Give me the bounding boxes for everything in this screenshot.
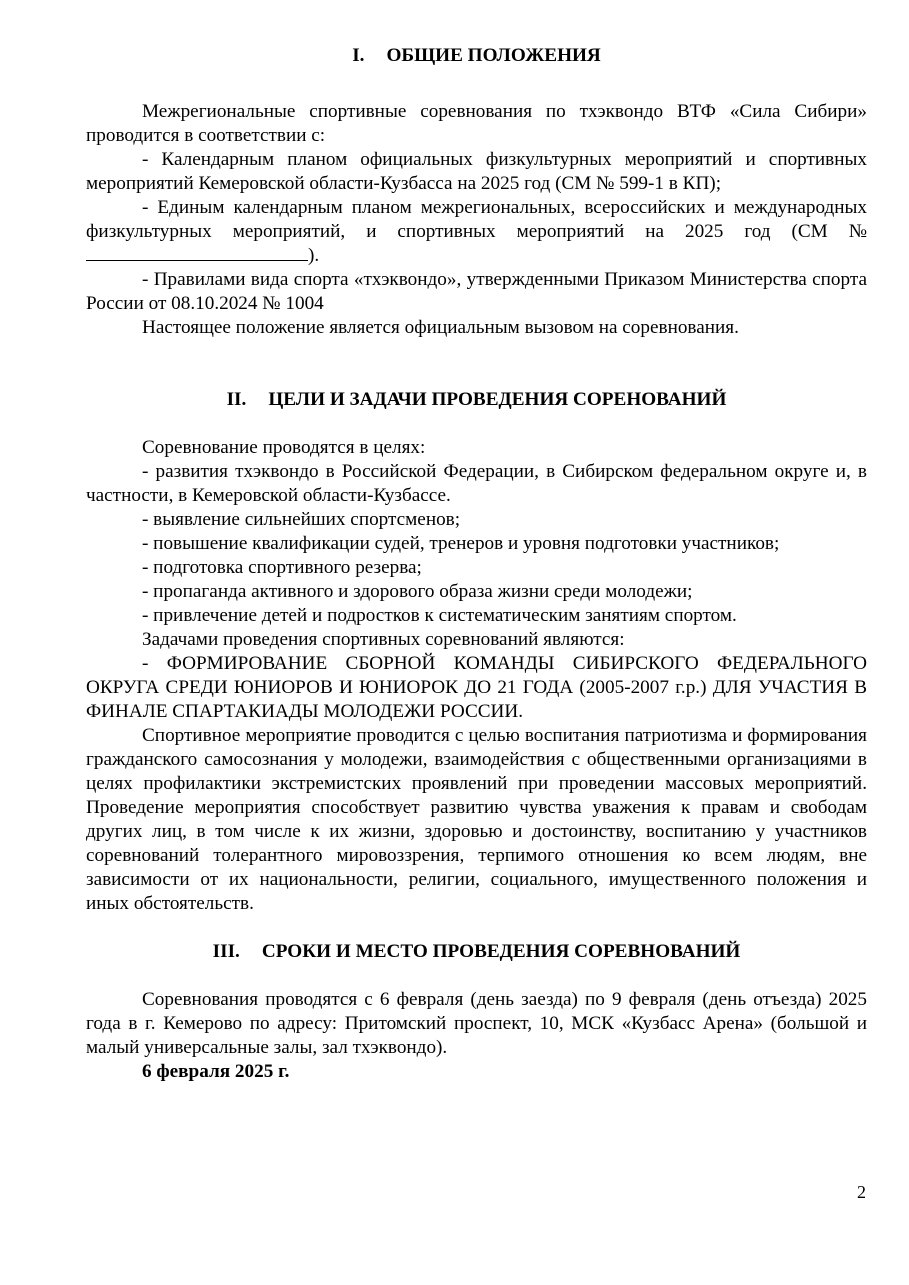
s2-goal-development: - развития тхэквондо в Российской Федерации, в Сибирском федеральном округе и, в частности, в Кемеровской области-Кузбассе. (86, 461, 867, 506)
s1-item-rules: - Правилами вида спорта «тхэквондо», утвержденными Приказом Министерства спорта России от 08.10.2024 № 1004 (86, 269, 867, 314)
s3-day-heading: 6 февраля 2025 г. (142, 1061, 290, 1082)
section-3-title: СРОКИ И МЕСТО ПРОВЕДЕНИЯ СОРЕВНОВАНИЙ (261, 941, 741, 962)
s2-task-team-formation: - ФОРМИРОВАНИЕ СБОРНОЙ КОМАНДЫ СИБИРСКОГО ФЕДЕРАЛЬНОГО ОКРУГА СРЕДИ ЮНИОРОВ И ЮНИОРОК ДО 21 ГОДА (2005-2007 г.р.) ДЛЯ УЧАСТИЯ В ФИНАЛЕ СПАРТАКИАДЫ МОЛОДЕЖИ РОССИИ. (86, 653, 867, 722)
s2-goal-strongest: - выявление сильнейших спортсменов; (142, 509, 461, 530)
s2-goal-reserve: - подготовка спортивного резерва; (142, 557, 422, 578)
s1-official-call: Настоящее положение является официальным вызовом на соревнования. (142, 317, 739, 338)
section-2-heading (86, 388, 867, 412)
page-number: 2 (857, 1182, 866, 1202)
section-1-title: ОБЩИЕ ПОЛОЖЕНИЯ (386, 45, 601, 66)
s1-intro: Межрегиональные спортивные соревнования по тхэквондо ВТФ «Сила Сибири» проводится в соответствии с: (86, 101, 867, 146)
s2-goal-qualification: - повышение квалификации судей, тренеров и уровня подготовки участников; (142, 533, 780, 554)
section-1-heading (86, 44, 867, 68)
section-3-heading (86, 940, 867, 964)
s1-item-calendar-plan: - Календарным планом официальных физкультурных мероприятий и спортивных мероприятий Кемеровской области-Кузбасса на 2025 год (СМ № 599-1 в КП); (86, 149, 867, 194)
s2-goals-intro: Соревнование проводятся в целях: (142, 437, 426, 458)
s3-dates-venue: Соревнования проводятся с 6 февраля (день заезда) по 9 февраля (день отъезда) 2025 года в г. Кемерово по адресу: Притомский проспект, 10, МСК «Кузбасс Арена» (большой и малый универсальные залы, зал тхэквондо). (86, 989, 867, 1058)
section-2-number: II. (226, 389, 247, 410)
s1-item-unified-plan-text: - Единым календарным планом межрегиональных, всероссийских и международных физкультурных мероприятий, и спортивных мероприятий на 2025 год (СМ № (86, 197, 867, 242)
s2-tasks-intro: Задачами проведения спортивных соревнований являются: (142, 629, 625, 650)
s1-item-unified-plan (86, 196, 867, 268)
section-2-title: ЦЕЛИ И ЗАДАЧИ ПРОВЕДЕНИЯ СОРЕНОВАНИЙ (268, 389, 727, 410)
s1-item-unified-plan-end: ). (308, 245, 320, 266)
s2-goal-propaganda: - пропаганда активного и здорового образа жизни среди молодежи; (142, 581, 693, 602)
blank-line (86, 244, 308, 261)
section-1-number: I. (352, 45, 365, 66)
s2-patriotism-paragraph: Спортивное мероприятие проводится с целью воспитания патриотизма и формирования гражданского самосознания у молодежи, взаимодействия с общественными организациями в целях профилактики экстремистских проявлений при проведении массовых мероприятий. Проведение мероприятия способствует развитию чувства уважения к правам и свободам других лиц, в том числе к их жизни, здоровью и достоинству, воспитанию у участников соревнований толерантного мировоззрения, терпимого отношения ко всем людям, вне зависимости от их национальности, религии, социального, имущественного положения и иных обстоятельств. (86, 725, 867, 914)
section-3-number: III. (212, 941, 240, 962)
s2-goal-attraction: - привлечение детей и подростков к систематическим занятиям спортом. (142, 605, 737, 626)
